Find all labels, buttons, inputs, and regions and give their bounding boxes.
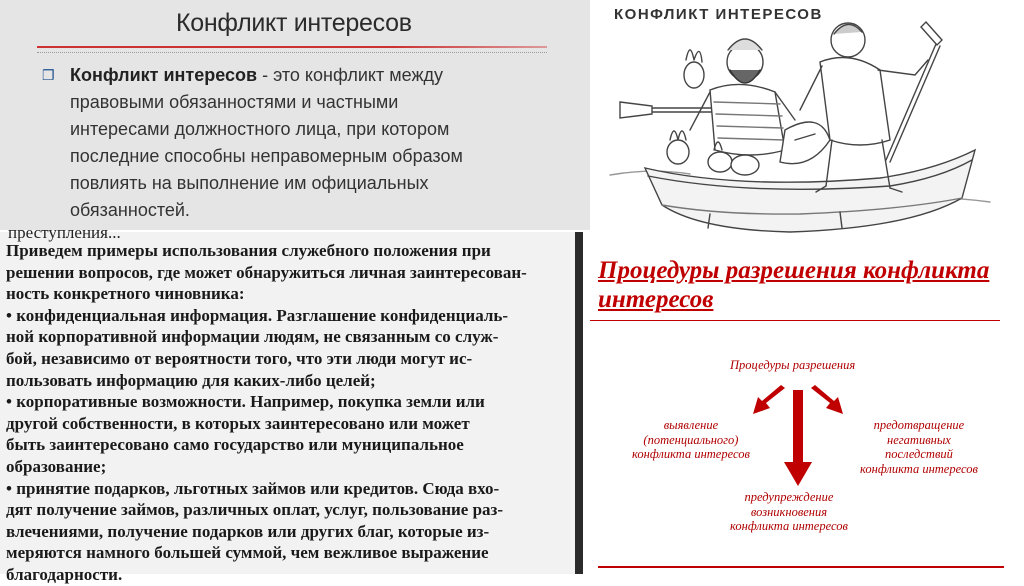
scan-cut-line: преступления... (8, 223, 121, 242)
definition-line: обязанностей. (70, 200, 190, 220)
left-label: выявление (663, 418, 719, 432)
scan-dark-edge (575, 232, 583, 574)
slide-title: Конфликт интересов (176, 9, 412, 37)
scan-line: • корпоративные возможности. Например, покупка земли или (6, 392, 485, 412)
scan-line: • принятие подарков, льготных займов или кредитов. Сюда вхо- (6, 478, 500, 498)
diagram-bottom-node (730, 490, 848, 534)
root-label: Процедуры разрешения (730, 358, 856, 372)
definition-line: - это конфликт между (257, 65, 443, 85)
bottom-label: конфликта интересов (730, 519, 848, 533)
definition-line: последние способны неправомерным образом (70, 146, 463, 166)
diagram-right-node (860, 418, 978, 476)
arrow-right-icon (811, 385, 843, 414)
definition-line: правовыми обязанностями и частными (70, 92, 399, 112)
scanned-text-image (0, 223, 583, 584)
definition-line: интересами должностного лица, при котором (70, 119, 450, 139)
scan-line: пользовать информацию для каких-либо целей; (6, 370, 376, 390)
definition-line: повлиять на выполнение им официальных (70, 173, 429, 193)
left-label: (потенциального) (643, 432, 739, 447)
right-label: предотвращение (873, 418, 965, 432)
bottom-label: предупреждение (744, 490, 834, 504)
scan-line: бой, независимо от вероятности того, что эти люди могут ис- (6, 348, 473, 368)
procedures-bottom-rule (598, 566, 1004, 568)
procedures-title: Процедуры разрешения конфликта интересов (598, 257, 990, 313)
scan-line: быть заинтересовано само государство или муниципальное (6, 435, 464, 455)
illustration-title: КОНФЛИКТ ИНТЕРЕСОВ (614, 6, 823, 23)
scan-line: образование; (6, 456, 107, 476)
scan-text-block (6, 240, 572, 586)
scan-line: ность конкретного чиновника: (6, 284, 245, 304)
definition-term: Конфликт интересов (70, 65, 258, 85)
definition-panel (0, 0, 590, 230)
scan-line: благодарности. (6, 564, 123, 584)
procedures-panel (590, 240, 1024, 574)
scan-line: ной корпоративной информации людям, не связанным со служ- (6, 327, 499, 347)
scan-line: • конфиденциальная информация. Разглашение конфиденциаль- (6, 305, 509, 325)
title-dotted-rule (37, 52, 547, 54)
boat-illustration (590, 0, 1024, 240)
left-label: конфликта интересов (632, 447, 750, 461)
bullet-icon: ❒ (42, 67, 55, 83)
scan-line: решении вопросов, где может обнаружиться личная заинтересован- (6, 262, 527, 282)
right-label: конфликта интересов (860, 461, 978, 476)
boat-sketch (590, 0, 1024, 240)
arrow-left-icon (753, 385, 785, 414)
definition-text (70, 62, 515, 224)
scan-line: Приведем примеры использования служебного положения при (6, 241, 491, 260)
bottom-label: возникновения (750, 504, 828, 519)
arrow-down-icon (784, 390, 812, 486)
scan-line: другой собственности, в которых заинтересовано или может (6, 413, 470, 433)
right-label: последствий (885, 447, 953, 461)
scan-line: влечениями, получение подарков или других благ, которые из- (6, 521, 490, 541)
title-underline (37, 46, 547, 48)
diagram-left-node (632, 418, 750, 462)
scan-line: дят получение займов, различных оплат, услуг, пользование раз- (6, 500, 504, 520)
right-label: негативных (887, 432, 951, 447)
scan-line: меряются намного большей суммой, чем вежливое выражение (6, 543, 489, 563)
